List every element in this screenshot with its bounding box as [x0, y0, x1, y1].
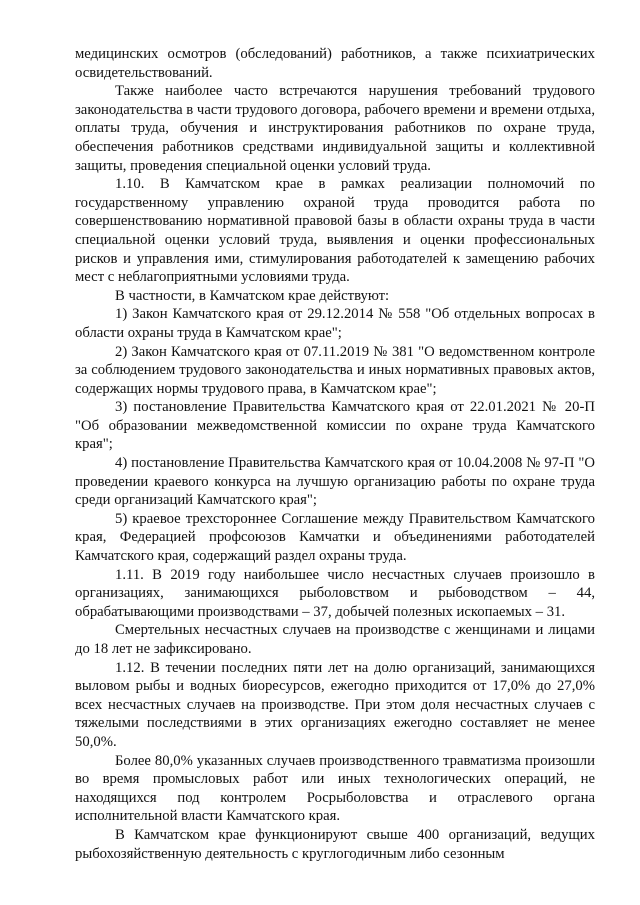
- paragraph-1-12: 1.12. В течении последних пяти лет на долю организаций, занимающихся выловом рыбы и водных биоресурсов, ежегодно приходится от 17,0% до 27,0% всех несчастных случаев на производстве. При этом доля несчастных случаев с тяжелыми последствиями в этих организациях ежегодно составляет не менее 50,0%.: [75, 659, 595, 750]
- paragraph-1-10: 1.10. В Камчатском крае в рамках реализации полномочий по государственному управлению охраной труда проводится работа по совершенствованию нормативной правовой базы в области охраны труда в части специальной оценки условий труда, выявления и оценки профессиональных рисков и управления ими, стимулирования работодателей к замещению рабочих мест с неблагоприятными условиями труда.: [75, 176, 595, 286]
- paragraph-fatal-cases: Смертельных несчастных случаев на производстве с женщинами и лицами до 18 лет не зафиксировано.: [75, 622, 595, 657]
- paragraph-in-particular: В частности, в Камчатском крае действуют:: [115, 287, 390, 304]
- list-item-5: 5) краевое трехстороннее Соглашение между Правительством Камчатского края, Федерацией профсоюзов Камчатки и объединениями работодателей Камчатского края, содержащий раздел охраны труда.: [75, 510, 595, 565]
- paragraph-violations: Также наиболее часто встречаются нарушения требований трудового законодательства в части трудового договора, рабочего времени и времени отдыха, оплаты труда, обучения и инструктирования работников по охране труда, обеспечения работников средствами индивидуальной защиты и коллективной защиты, проведения специальной оценки условий труда.: [75, 83, 595, 174]
- list-item-4: 4) постановление Правительства Камчатского края от 10.04.2008 № 97-П "О проведении краевого конкурса на лучшую организацию работы по охране труда среди организаций Камчатского края";: [75, 455, 595, 509]
- paragraph-more-than-80: Более 80,0% указанных случаев производственного травматизма произошли во время промысловых работ или иных технологических операций, не находящихся под контролем Росрыболовства и отраслевого органа исполнительной власти Камчатского края.: [75, 752, 595, 825]
- paragraph-organizations: В Камчатском крае функционируют свыше 400 организаций, ведущих рыбохозяйственную деятельность с круглогодичным либо сезонным: [75, 826, 595, 862]
- paragraph-1-11: 1.11. В 2019 году наибольшее число несчастных случаев произошло в организациях, занимающихся рыболовством и рыбоводством – 44, обрабатывающими производствами – 37, добычей полезных ископаемых – 31.: [75, 566, 595, 620]
- list-item-2: 2) Закон Камчатского края от 07.11.2019 № 381 "О ведомственном контроле за соблюдением трудового законодательства и иных нормативных правовых актов, содержащих нормы трудового права, в Камчатском крае";: [75, 343, 595, 397]
- document-page: [75, 45, 595, 863]
- list-item-3: 3) постановление Правительства Камчатского края от 22.01.2021 № 20-П "Об образовании межведомственной комиссии по охране труда Камчатского края";: [75, 399, 595, 453]
- paragraph-continuation: медицинских осмотров (обследований) работников, а также психиатрических освидетельствований.: [75, 46, 595, 81]
- list-item-1: 1) Закон Камчатского края от 29.12.2014 № 558 "Об отдельных вопросах в области охраны труда в Камчатском крае";: [75, 306, 595, 341]
